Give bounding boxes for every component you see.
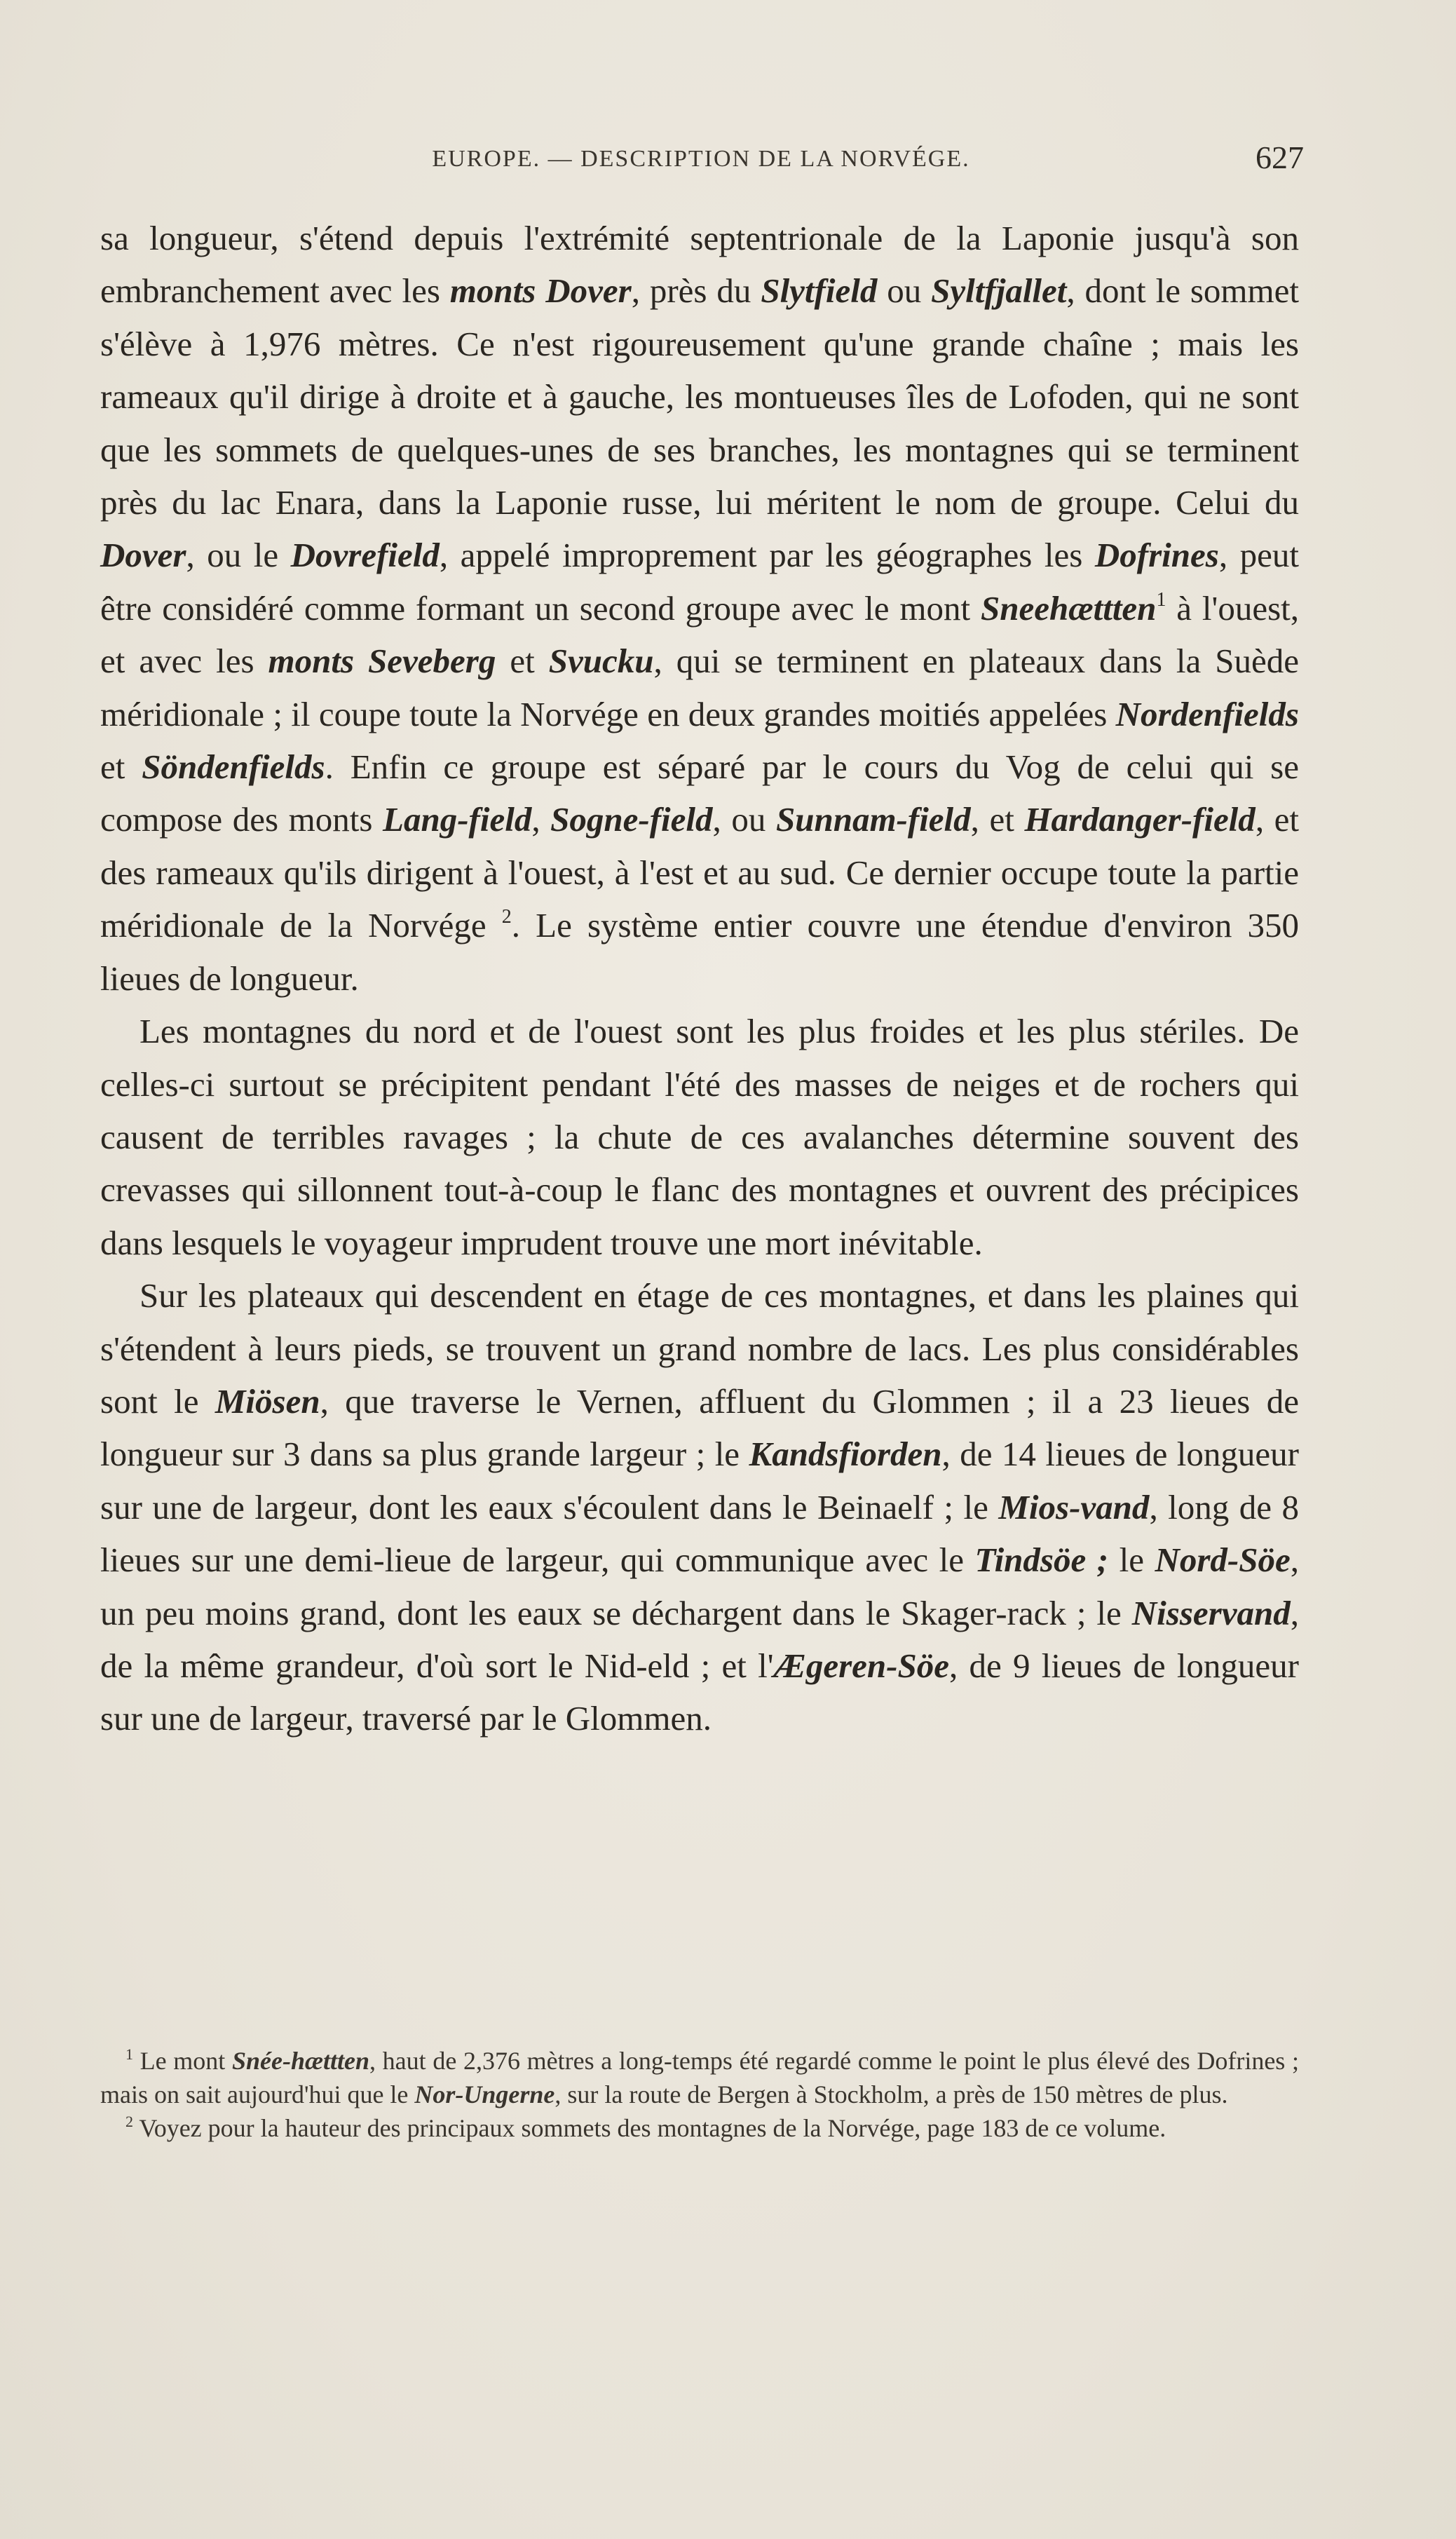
- italic-term: Sneehættten: [980, 588, 1157, 628]
- text-run: Sur les plateaux qui descendent en étage de ces montagnes, et dans les plaines qui s'étendent à leurs pieds, se trouvent un grand nombre de lacs. Les plus considérables sont le: [100, 1276, 1299, 1421]
- text-run: , sur la route de Bergen à Stockholm, a près de 150 mètres de plus.: [554, 2080, 1228, 2108]
- paragraph: [100, 1269, 1299, 1745]
- text-run: , appelé improprement par les géographes les: [439, 536, 1095, 575]
- italic-term: monts Dover: [449, 271, 632, 311]
- footnote: [100, 2044, 1299, 2111]
- italic-term: Dovrefield: [290, 536, 440, 575]
- text-run: , ou: [712, 800, 776, 839]
- running-head: EUROPE. — DESCRIPTION DE LA NORVÉGE.: [432, 146, 970, 172]
- text-run: , de 14 lieues de longueur sur une de largeur, dont les eaux s'écoulent dans le Beinaelf ; le: [100, 1435, 1299, 1526]
- text-run: ou: [877, 271, 932, 311]
- italic-term: Nor-Ungerne: [414, 2080, 555, 2108]
- text-run: ,: [531, 800, 551, 839]
- text-run: Le mont: [133, 2047, 232, 2075]
- italic-term: Söndenfields: [142, 747, 325, 787]
- italic-term: Nordenfields: [1115, 694, 1299, 733]
- italic-term: Snée-hættten: [231, 2047, 369, 2075]
- footnote-marker: 1: [125, 2045, 133, 2063]
- text-run: et: [100, 747, 142, 787]
- paragraph: [100, 212, 1299, 1005]
- text-run: Voyez pour la hauteur des principaux sommets des montagnes de la Norvége, page 183 de ce volume.: [133, 2114, 1166, 2142]
- page-number: 627: [1256, 140, 1304, 175]
- text-run: , long de 8 lieues sur une demi-lieue de largeur, qui communique avec le: [100, 1487, 1299, 1580]
- text-run: , haut de 2,376 mètres a long-temps été regardé comme le point le plus élevé des Dofrines ; mais on sait aujourd'hui que le: [100, 2047, 1299, 2108]
- italic-term: Nisservand: [1131, 1593, 1291, 1632]
- main-text: [100, 212, 1299, 1745]
- text-run: , de 9 lieues de longueur sur une de largeur, traversé par le Glommen.: [100, 1646, 1299, 1738]
- italic-term: Slytfield: [761, 271, 878, 311]
- footnote: [100, 2111, 1299, 2145]
- italic-term: Lang-field: [383, 800, 532, 839]
- text-run: , et des rameaux qu'ils dirigent à l'ouest, à l'est et au sud. Ce dernier occupe toute la partie méridionale de la Norvége: [100, 800, 1299, 945]
- italic-term: Nord-Söe: [1155, 1541, 1291, 1580]
- footnote-marker: 2: [125, 2113, 133, 2130]
- text-run: . Le système entier couvre une étendue d'environ 350 lieues de longueur.: [100, 906, 1299, 998]
- text-run: , dont le sommet s'élève à 1,976 mètres. Ce n'est rigoureusement qu'une grande chaîne ; mais les rameaux qu'il dirige à droite et à gauche, les montueuses îles de Lofoden, qui ne sont que les sommets de quelques-unes de ses branches, les montagnes qui se terminent près du lac Enara, dans la Laponie russe, lui méritent le nom de groupe. Celui du: [100, 271, 1300, 522]
- text-run: , peut être considéré comme formant un second groupe avec le mont: [100, 536, 1299, 628]
- italic-term: monts Seveberg: [268, 642, 496, 681]
- footnotes: [100, 2044, 1299, 2145]
- italic-term: Tindsöe ;: [974, 1541, 1109, 1580]
- footnote-marker: 2: [501, 906, 512, 928]
- page-header: [98, 139, 1304, 181]
- italic-term: Hardanger-field: [1024, 800, 1256, 839]
- italic-term: Sogne-field: [550, 800, 713, 839]
- italic-term: Svucku: [548, 642, 654, 681]
- text-run: à l'ouest, et avec les: [100, 588, 1300, 681]
- text-run: , et: [970, 800, 1025, 839]
- italic-term: Sunnam-field: [775, 800, 971, 839]
- text-run: le: [1108, 1541, 1155, 1580]
- text-run: , près du: [631, 271, 761, 311]
- text-run: Les montagnes du nord et de l'ouest sont les plus froides et les plus stériles. De celles-ci surtout se précipitent pendant l'été des masses de neiges et de rochers qui causent de terribles ravages ; la chute de ces avalanches détermine souvent des crevasses qui sillonnent tout-à-coup le flanc des montagnes et ouvrent des précipices dans lesquels le voyageur imprudent trouve une mort inévitable.: [100, 1012, 1299, 1262]
- italic-term: Syltfjallet: [931, 271, 1067, 311]
- italic-term: Dofrines: [1094, 536, 1219, 575]
- text-run: . Enfin ce groupe est séparé par le cours du Vog de celui qui se compose des monts: [100, 747, 1300, 839]
- text-run: , que traverse le Vernen, affluent du Glommen ; il a 23 lieues de longueur sur 3 dans sa plus grande largeur ; le: [100, 1381, 1300, 1474]
- italic-term: Dover: [100, 536, 186, 575]
- text-run: , un peu moins grand, dont les eaux se déchargent dans le Skager-rack ; le: [100, 1541, 1299, 1632]
- italic-term: Mios-vand: [998, 1487, 1150, 1526]
- italic-term: Ægeren-Söe: [773, 1646, 949, 1685]
- text-run: , de la même grandeur, d'où sort le Nid-eld ; et l': [100, 1593, 1299, 1685]
- text-run: , qui se terminent en plateaux dans la Suède méridionale ; il coupe toute la Norvége en deux grandes moitiés appelées: [100, 642, 1299, 733]
- text-run: sa longueur, s'étend depuis l'extrémité septentrionale de la Laponie jusqu'à son embranchement avec les: [100, 219, 1299, 311]
- text-run: et: [496, 642, 549, 681]
- italic-term: Kandsfiorden: [749, 1435, 942, 1474]
- paragraph: [100, 1005, 1299, 1269]
- italic-term: Miösen: [215, 1381, 320, 1421]
- footnote-marker: 1: [1156, 588, 1166, 611]
- text-run: , ou le: [186, 536, 291, 575]
